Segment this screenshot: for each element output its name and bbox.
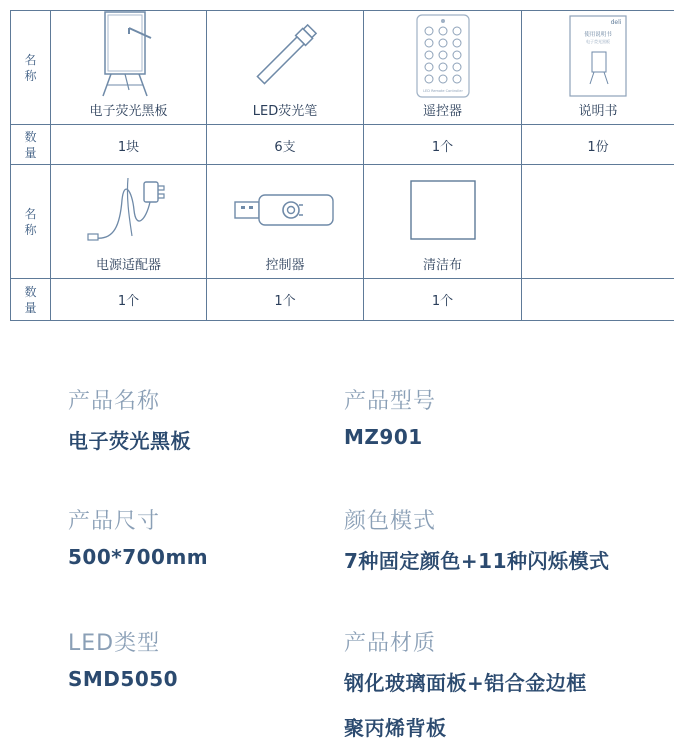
packing-row-1 [10,10,674,125]
name-header-char-1: 名 [24,53,37,67]
item-label: 说明书 [578,104,618,119]
empty-cell [521,165,674,279]
remote-caption: LED Remote Controller [422,88,463,93]
spec-value: SMD5050 [68,667,179,691]
name-header [10,165,50,279]
usb-controller-icon [207,165,363,254]
spec-product-name [68,384,191,454]
item-led-pen [206,11,363,125]
qty-value: 1份 [521,125,674,165]
spec-key: 产品名称 [68,389,161,414]
spec-key: 产品材质 [344,631,437,656]
item-cleaning-cloth [363,165,521,279]
name-header-char-2: 称 [24,69,37,83]
empty-cell [521,279,674,320]
qty-value: 1个 [50,279,206,320]
qty-header [10,279,50,320]
item-controller [206,165,363,279]
item-blackboard [50,11,206,125]
name-header-char-1: 名 [24,207,37,221]
spec-key: 颜色模式 [344,509,437,534]
item-label: 电子荧光黑板 [89,104,168,119]
spec-size [68,504,208,569]
spec-key: 产品型号 [344,389,437,414]
qty-value: 1个 [363,279,521,320]
item-power-adapter [50,165,206,279]
manual-subtitle: 电子荧光黑板 [586,38,610,44]
item-label: 控制器 [265,258,305,273]
qty-value: 1块 [50,125,206,165]
name-header-char-2: 称 [24,223,37,237]
qty-header-char-2: 量 [24,300,37,315]
qty-row-1 [10,124,674,165]
manual-title: 使用说明书 [584,31,612,38]
spec-value: 500*700mm [68,545,209,569]
qty-value: 1个 [206,279,363,320]
spec-key: LED类型 [68,631,161,656]
name-header [10,11,50,125]
spec-value: MZ901 [344,425,423,449]
item-manual [521,11,674,125]
brand-text: deli [610,18,622,26]
item-label: LED荧光笔 [252,104,318,119]
qty-header [10,125,50,165]
item-label: 清洁布 [422,258,462,273]
spec-key: 产品尺寸 [68,509,161,534]
spec-material [344,626,587,741]
packing-list-table [10,10,674,320]
qty-value: 6支 [206,125,363,165]
spec-value: 7种固定颜色+11种闪烁模式 [344,549,610,573]
qty-header-char-2: 量 [24,146,37,160]
item-label: 电源适配器 [95,258,161,273]
spec-color-mode [344,504,610,574]
spec-led-type [68,626,178,691]
item-label: 遥控器 [422,104,462,119]
power-adapter-icon [51,165,206,254]
spec-value-line-2: 聚丙烯背板 [344,716,447,740]
qty-header-char-1: 数 [24,284,37,299]
packing-row-2 [10,164,674,279]
cleaning-cloth-icon [364,165,521,254]
spec-model [344,384,436,449]
qty-value: 1个 [363,125,521,165]
spec-value: 钢化玻璃面板+铝合金边框 [344,671,587,695]
spec-value: 电子荧光黑板 [68,429,191,453]
qty-row-2 [10,278,674,321]
item-remote [363,11,521,125]
pen-icon [207,11,363,100]
manual-icon [522,11,674,100]
qty-header-char-1: 数 [24,130,37,144]
remote-icon [364,11,521,100]
easel-board-icon [51,8,206,100]
